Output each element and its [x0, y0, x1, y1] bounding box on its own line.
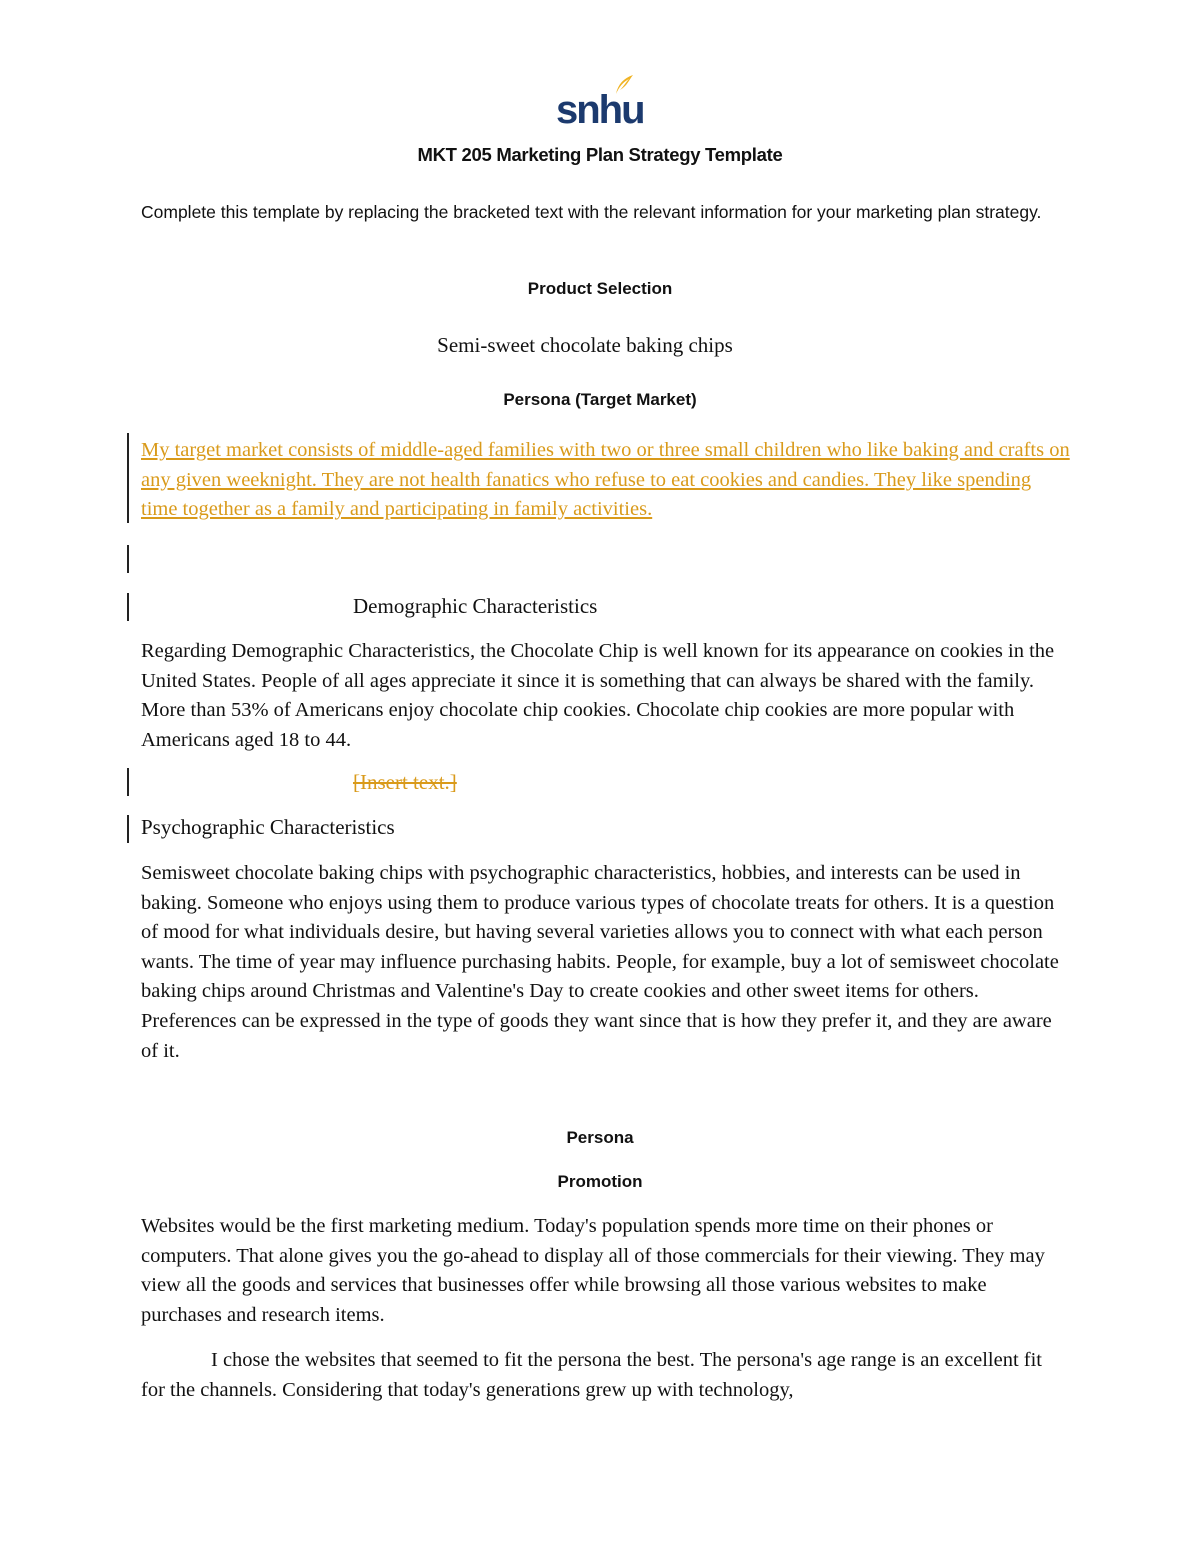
document-title: MKT 205 Marketing Plan Strategy Template: [417, 144, 783, 165]
promotion-heading: Promotion: [557, 1172, 643, 1191]
demographic-heading: Demographic Characteristics: [353, 594, 598, 618]
change-bar: [127, 545, 129, 573]
psychographic-heading: Psychographic Characteristics: [141, 815, 395, 839]
logo-text: snhu: [556, 88, 644, 132]
product-selection-heading: Product Selection: [527, 279, 673, 298]
persona-target-heading: Persona (Target Market): [503, 390, 697, 409]
change-bar: [127, 768, 129, 796]
persona-target-text: My target market consists of middle-aged families with two or three small children who like baking and crafts on any given weeknight. They are not health fanatics who refuse to eat cookies and candies. They like spending time together as a family and participating in family activities.: [141, 439, 1070, 521]
snhu-logo: [552, 72, 642, 134]
change-bar: [127, 593, 129, 621]
product-selection-value: Semi-sweet chocolate baking chips: [437, 333, 733, 357]
persona-heading: Persona: [566, 1128, 634, 1147]
psychographic-text: Semisweet chocolate baking chips with psychographic characteristics, hobbies, and interests can be used in baking. Someone who enjoys using them to produce various types of chocolate treats for others. It is a question of mood for what individuals desire, but having several varieties allows you to connect with what each person wants. The time of year may influence purchasing habits. People, for example, buy a lot of semisweet chocolate baking chips around Christmas and Valentine's Day to create cookies and other sweet items for others. Preferences can be expressed in the type of goods they want since that is how they prefer it, and they are aware of it.: [141, 862, 1059, 1062]
promotion-paragraph-2: I chose the websites that seemed to fit the persona the best. The persona's age range is an excellent fit for the channels. Considering that today's generations grew up with technology,: [141, 1349, 1043, 1401]
change-bar: [127, 433, 129, 523]
demographic-text: Regarding Demographic Characteristics, the Chocolate Chip is well known for its appearance on cookies in the United States. People of all ages appreciate it since it is something that can always be shared with the family. More than 53% of Americans enjoy chocolate chip cookies. Chocolate chip cookies are more popular with Americans aged 18 to 44.: [141, 640, 1055, 751]
deleted-placeholder-text: [Insert text.]: [353, 770, 457, 794]
promotion-paragraph-1: Websites would be the first marketing medium. Today's population spends more time on their phones or computers. That alone gives you the go-ahead to display all of those commercials for their viewing. They may view all the goods and services that businesses offer while browsing all those various websites to make purchases and research items.: [141, 1215, 1045, 1326]
change-bar: [127, 815, 129, 843]
instructions-text: Complete this template by replacing the bracketed text with the relevant information for your marketing plan strategy.: [141, 202, 1042, 222]
